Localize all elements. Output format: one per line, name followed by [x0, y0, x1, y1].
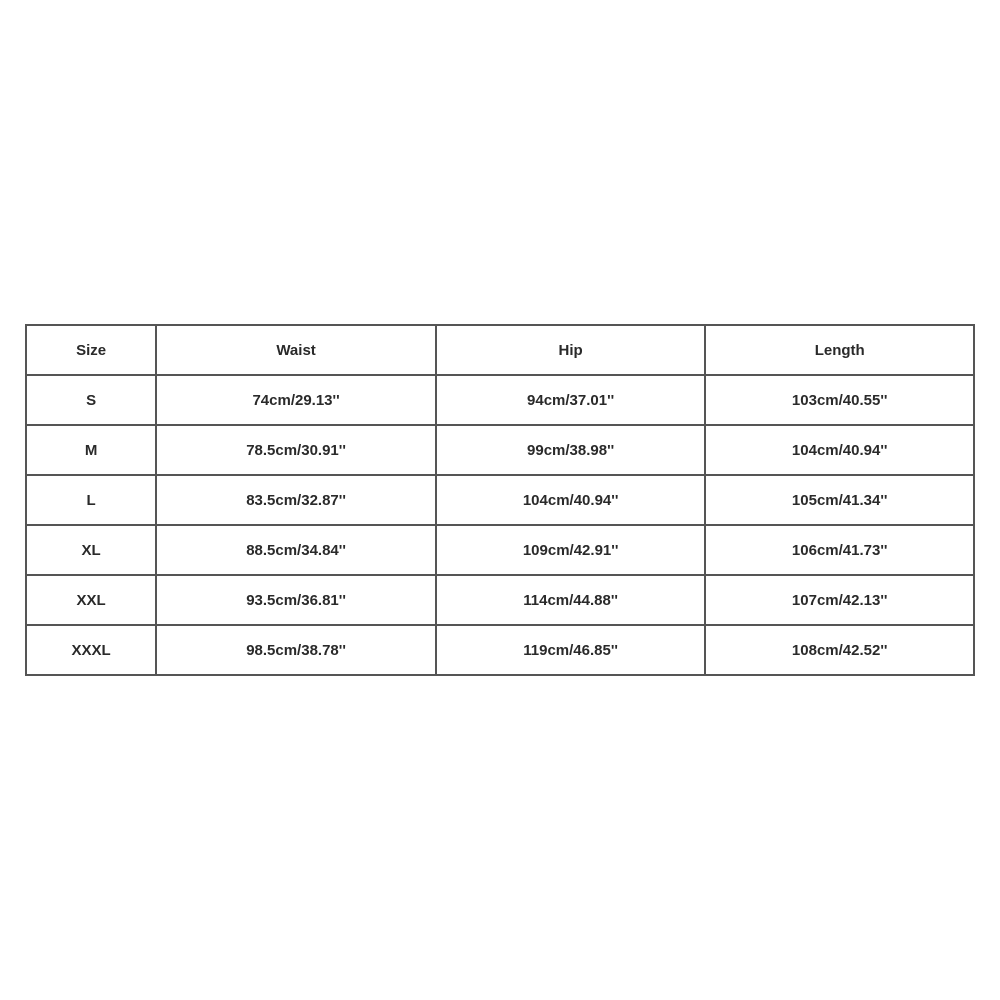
cell-hip: 99cm/38.98'' — [436, 425, 706, 475]
cell-size: M — [26, 425, 156, 475]
header-hip: Hip — [436, 325, 706, 375]
cell-hip: 94cm/37.01'' — [436, 375, 706, 425]
header-length: Length — [705, 325, 974, 375]
table-row — [26, 625, 974, 675]
cell-waist: 78.5cm/30.91'' — [156, 425, 436, 475]
table-row — [26, 525, 974, 575]
cell-waist: 93.5cm/36.81'' — [156, 575, 436, 625]
cell-length: 106cm/41.73'' — [705, 525, 974, 575]
cell-size: XXL — [26, 575, 156, 625]
cell-size: L — [26, 475, 156, 525]
header-waist: Waist — [156, 325, 436, 375]
table-row — [26, 425, 974, 475]
header-size: Size — [26, 325, 156, 375]
header-row — [26, 325, 974, 375]
cell-size: XXXL — [26, 625, 156, 675]
cell-size: S — [26, 375, 156, 425]
cell-hip: 114cm/44.88'' — [436, 575, 706, 625]
cell-size: XL — [26, 525, 156, 575]
table-row — [26, 575, 974, 625]
table-row — [26, 475, 974, 525]
cell-waist: 98.5cm/38.78'' — [156, 625, 436, 675]
size-chart-table — [25, 324, 975, 676]
cell-length: 104cm/40.94'' — [705, 425, 974, 475]
cell-waist: 88.5cm/34.84'' — [156, 525, 436, 575]
cell-waist: 83.5cm/32.87'' — [156, 475, 436, 525]
cell-waist: 74cm/29.13'' — [156, 375, 436, 425]
cell-hip: 119cm/46.85'' — [436, 625, 706, 675]
cell-length: 108cm/42.52'' — [705, 625, 974, 675]
cell-length: 107cm/42.13'' — [705, 575, 974, 625]
cell-hip: 104cm/40.94'' — [436, 475, 706, 525]
cell-length: 103cm/40.55'' — [705, 375, 974, 425]
cell-hip: 109cm/42.91'' — [436, 525, 706, 575]
table-row — [26, 375, 974, 425]
cell-length: 105cm/41.34'' — [705, 475, 974, 525]
